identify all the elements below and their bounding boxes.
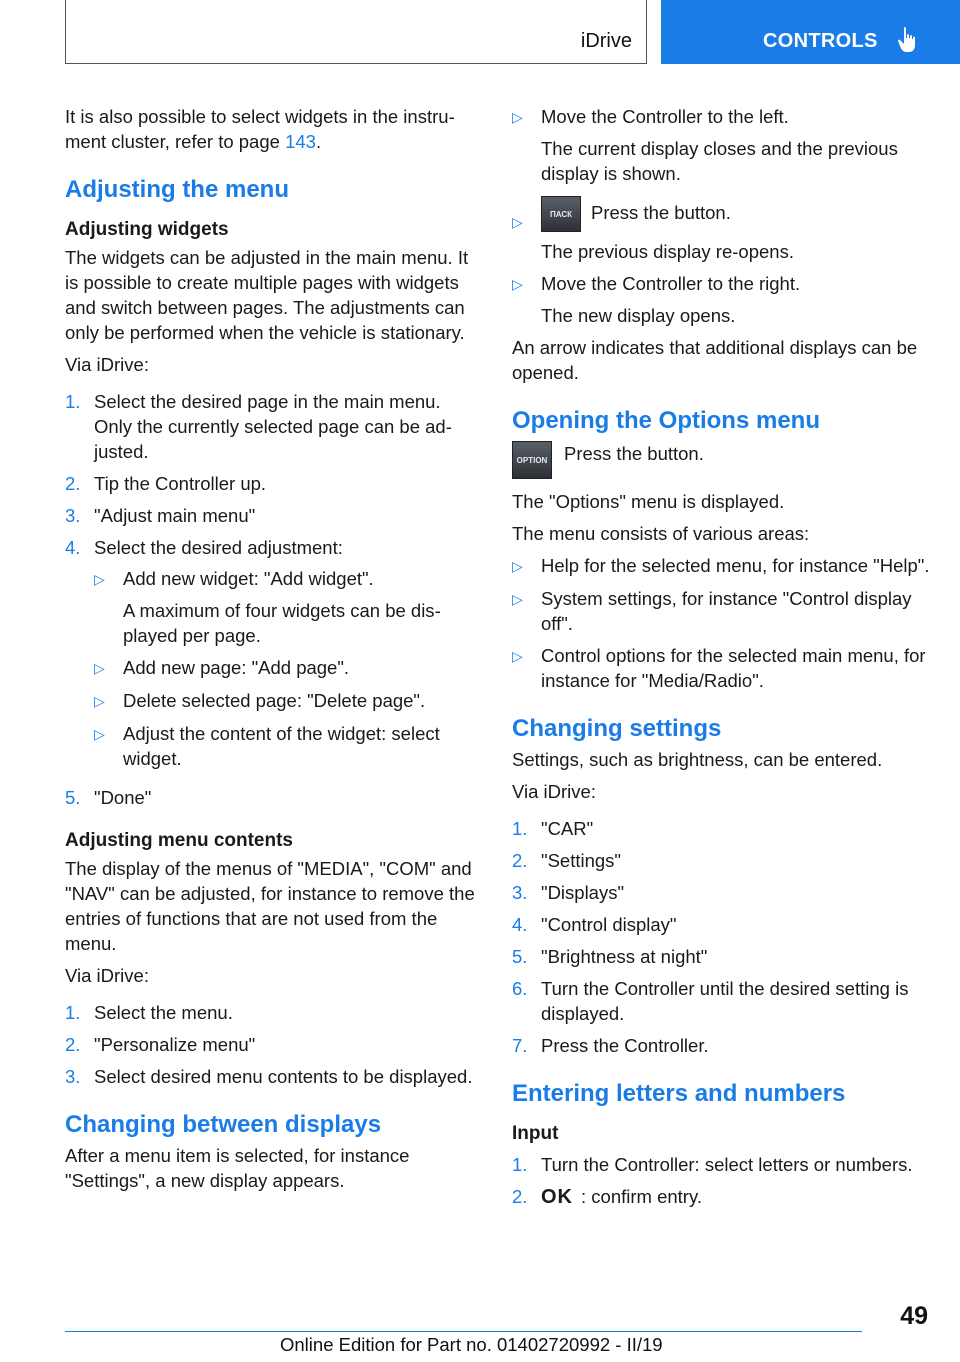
- list-item: [512, 271, 932, 328]
- list-item: [512, 848, 932, 873]
- triangle-bullet-icon: ▷: [94, 693, 105, 709]
- step-text: Select the menu.: [94, 1002, 233, 1023]
- list-item: [512, 104, 932, 186]
- chapter-tab: [661, 0, 960, 64]
- section-title: iDrive: [580, 30, 632, 52]
- via-idrive-label: Via iDrive:: [65, 965, 149, 986]
- heading-adjusting-widgets: Adjusting widgets: [65, 219, 229, 240]
- bullet-text: Add new page: "Add page".: [123, 657, 350, 678]
- step-number: 5.: [65, 787, 81, 808]
- step-number: 2.: [65, 473, 81, 494]
- step-number: 1.: [65, 1002, 81, 1023]
- step-number: 2.: [512, 850, 528, 871]
- list-item: [65, 1000, 480, 1025]
- step-number: 3.: [65, 505, 81, 526]
- step-text: "Brightness at night": [541, 946, 708, 967]
- step-text: "Personalize menu": [94, 1034, 256, 1055]
- intro-end: .: [315, 131, 322, 152]
- option-button-row: [512, 441, 932, 479]
- step-text: Select desired menu contents to be displayed.: [94, 1066, 473, 1087]
- list-item: [512, 196, 932, 264]
- step-number: 1.: [512, 1154, 528, 1175]
- list-item: [512, 976, 932, 1026]
- triangle-bullet-icon: ▷: [94, 660, 105, 676]
- widgets-paragraph: The widgets can be adjusted in the main menu. It is possible to create multiple pages with widgets and switch between pages. The adjustments can only be performed when the vehicle is stationary.: [65, 247, 469, 343]
- list-item: [512, 912, 932, 937]
- triangle-bullet-icon: ▷: [512, 276, 523, 292]
- step-text: Tip the Controller up.: [94, 473, 267, 494]
- list-item: [512, 1152, 932, 1177]
- step-text: : confirm entry.: [581, 1186, 702, 1207]
- edition-text: Online Edition for Part no. 01402720992 - II/19: [280, 1334, 663, 1355]
- list-item: [65, 1032, 480, 1057]
- step-number: 2.: [512, 1186, 528, 1207]
- heading-input: Input: [512, 1123, 559, 1144]
- page-link[interactable]: 143: [285, 131, 316, 152]
- menu-areas-list: [512, 553, 932, 693]
- step-number: 3.: [65, 1066, 81, 1087]
- list-item: [512, 553, 932, 579]
- triangle-bullet-icon: ▷: [512, 109, 523, 125]
- changing-displays-paragraph: After a menu item is selected, for instance "Settings", a new display appears.: [65, 1145, 410, 1191]
- step-text: "Done": [94, 787, 152, 808]
- bullet-text: Move the Controller to the left.: [541, 106, 789, 127]
- triangle-bullet-icon: ▷: [512, 648, 523, 664]
- hand-pointer-icon: [897, 26, 919, 54]
- step-number: 6.: [512, 978, 528, 999]
- back-press-text: Press the button.: [591, 201, 731, 223]
- bullet-text: Move the Controller to the right.: [541, 273, 801, 294]
- bullet-note: The previous display re-opens.: [541, 241, 794, 262]
- triangle-bullet-icon: ▷: [512, 214, 523, 230]
- list-item: [94, 566, 480, 648]
- step-text: "Control display": [541, 914, 677, 935]
- step-number: 3.: [512, 882, 528, 903]
- header-bar: [65, 0, 647, 64]
- list-item: [94, 655, 480, 681]
- list-item: [65, 503, 480, 528]
- step-text: "Settings": [541, 850, 621, 871]
- step-text: "Displays": [541, 882, 625, 903]
- menu-contents-steps-list: [65, 1000, 480, 1089]
- step-text: Press the Controller.: [541, 1035, 709, 1056]
- step-text: Select the desired page in the main menu. Only the currently selected page can be adjusted.: [94, 391, 452, 462]
- bullet-text: Add new widget: "Add widget".: [123, 568, 374, 589]
- step-number: 4.: [65, 537, 81, 558]
- ok-icon: OK: [541, 1186, 573, 1208]
- step-number: 1.: [512, 818, 528, 839]
- list-item: [65, 471, 480, 496]
- step-number: 1.: [65, 391, 81, 412]
- footer-divider: [65, 1331, 862, 1332]
- via-idrive-label: Via iDrive:: [65, 354, 149, 375]
- intro-paragraph: [65, 104, 480, 154]
- bullet-text: Delete selected page: "Delete page".: [123, 690, 426, 711]
- bullet-text: Control options for the selected main menu, for instance for "Media/Radio".: [541, 645, 926, 691]
- list-item: [94, 721, 480, 771]
- bullet-note: A maximum of four widgets can be displayed per page.: [123, 600, 441, 646]
- list-item: [65, 785, 480, 810]
- list-item: [512, 816, 932, 841]
- options-displayed-text: The "Options" menu is displayed.: [512, 491, 785, 512]
- arrow-paragraph: An arrow indicates that additional displays can be opened.: [512, 337, 918, 383]
- heading-options-menu: Opening the Options menu: [512, 407, 820, 434]
- list-item: [512, 586, 932, 636]
- step-number: 4.: [512, 914, 528, 935]
- list-item: [94, 688, 480, 714]
- list-item: [65, 535, 480, 778]
- bullet-text: Help for the selected menu, for instance "Help".: [541, 555, 930, 576]
- page-number: 49: [900, 1302, 928, 1330]
- chapter-tab-label: CONTROLS: [763, 30, 878, 52]
- option-press-text: Press the button.: [564, 443, 704, 464]
- bullet-text: System settings, for instance "Control display off".: [541, 588, 912, 634]
- menu-contents-paragraph: The display of the menus of "MEDIA", "COM" and "NAV" can be adjusted, for instance to remove the entries of functions that are not used from the menu.: [65, 858, 475, 954]
- list-item: [512, 1184, 932, 1210]
- right-column: [512, 104, 932, 1217]
- step-text: "CAR": [541, 818, 594, 839]
- step-text: Select the desired adjustment:: [94, 537, 343, 558]
- list-item: [65, 1064, 480, 1089]
- option-button-icon: OPTION: [512, 441, 552, 479]
- heading-menu-contents: Adjusting menu contents: [65, 830, 293, 851]
- heading-changing-settings: Changing settings: [512, 715, 722, 742]
- widget-steps-list: [65, 389, 480, 810]
- triangle-bullet-icon: ▷: [512, 591, 523, 607]
- list-item: [512, 944, 932, 969]
- back-button-icon: ПАСК: [541, 196, 581, 232]
- step-text: Turn the Controller until the desired setting is displayed.: [541, 978, 909, 1024]
- triangle-bullet-icon: ▷: [94, 726, 105, 742]
- bullet-text: Adjust the content of the widget: select widget.: [123, 723, 440, 769]
- triangle-bullet-icon: ▷: [94, 571, 105, 587]
- settings-paragraph: Settings, such as brightness, can be entered.: [512, 749, 883, 770]
- heading-adjusting-menu: Adjusting the menu: [65, 176, 289, 203]
- bullet-note: The current display closes and the previous display is shown.: [541, 138, 898, 184]
- bullet-note: The new display opens.: [541, 305, 736, 326]
- step-text: "Adjust main menu": [94, 505, 256, 526]
- settings-steps-list: [512, 816, 932, 1058]
- step-number: 7.: [512, 1035, 528, 1056]
- via-idrive-label: Via iDrive:: [512, 781, 596, 802]
- list-item: [65, 389, 480, 464]
- step-number: 2.: [65, 1034, 81, 1055]
- heading-entering-letters: Entering letters and numbers: [512, 1080, 846, 1107]
- intro-text: It is also possible to select widgets in the instrument cluster, refer to page: [65, 106, 455, 152]
- adjustment-options-list: [94, 566, 480, 771]
- step-text: Turn the Controller: select letters or numbers.: [541, 1154, 913, 1175]
- list-item: [512, 643, 932, 693]
- left-column: [65, 104, 480, 1200]
- step-number: 5.: [512, 946, 528, 967]
- menu-areas-text: The menu consists of various areas:: [512, 523, 810, 544]
- input-steps-list: [512, 1152, 932, 1210]
- list-item: [512, 880, 932, 905]
- heading-changing-displays: Changing between displays: [65, 1111, 382, 1138]
- list-item: [512, 1033, 932, 1058]
- triangle-bullet-icon: ▷: [512, 558, 523, 574]
